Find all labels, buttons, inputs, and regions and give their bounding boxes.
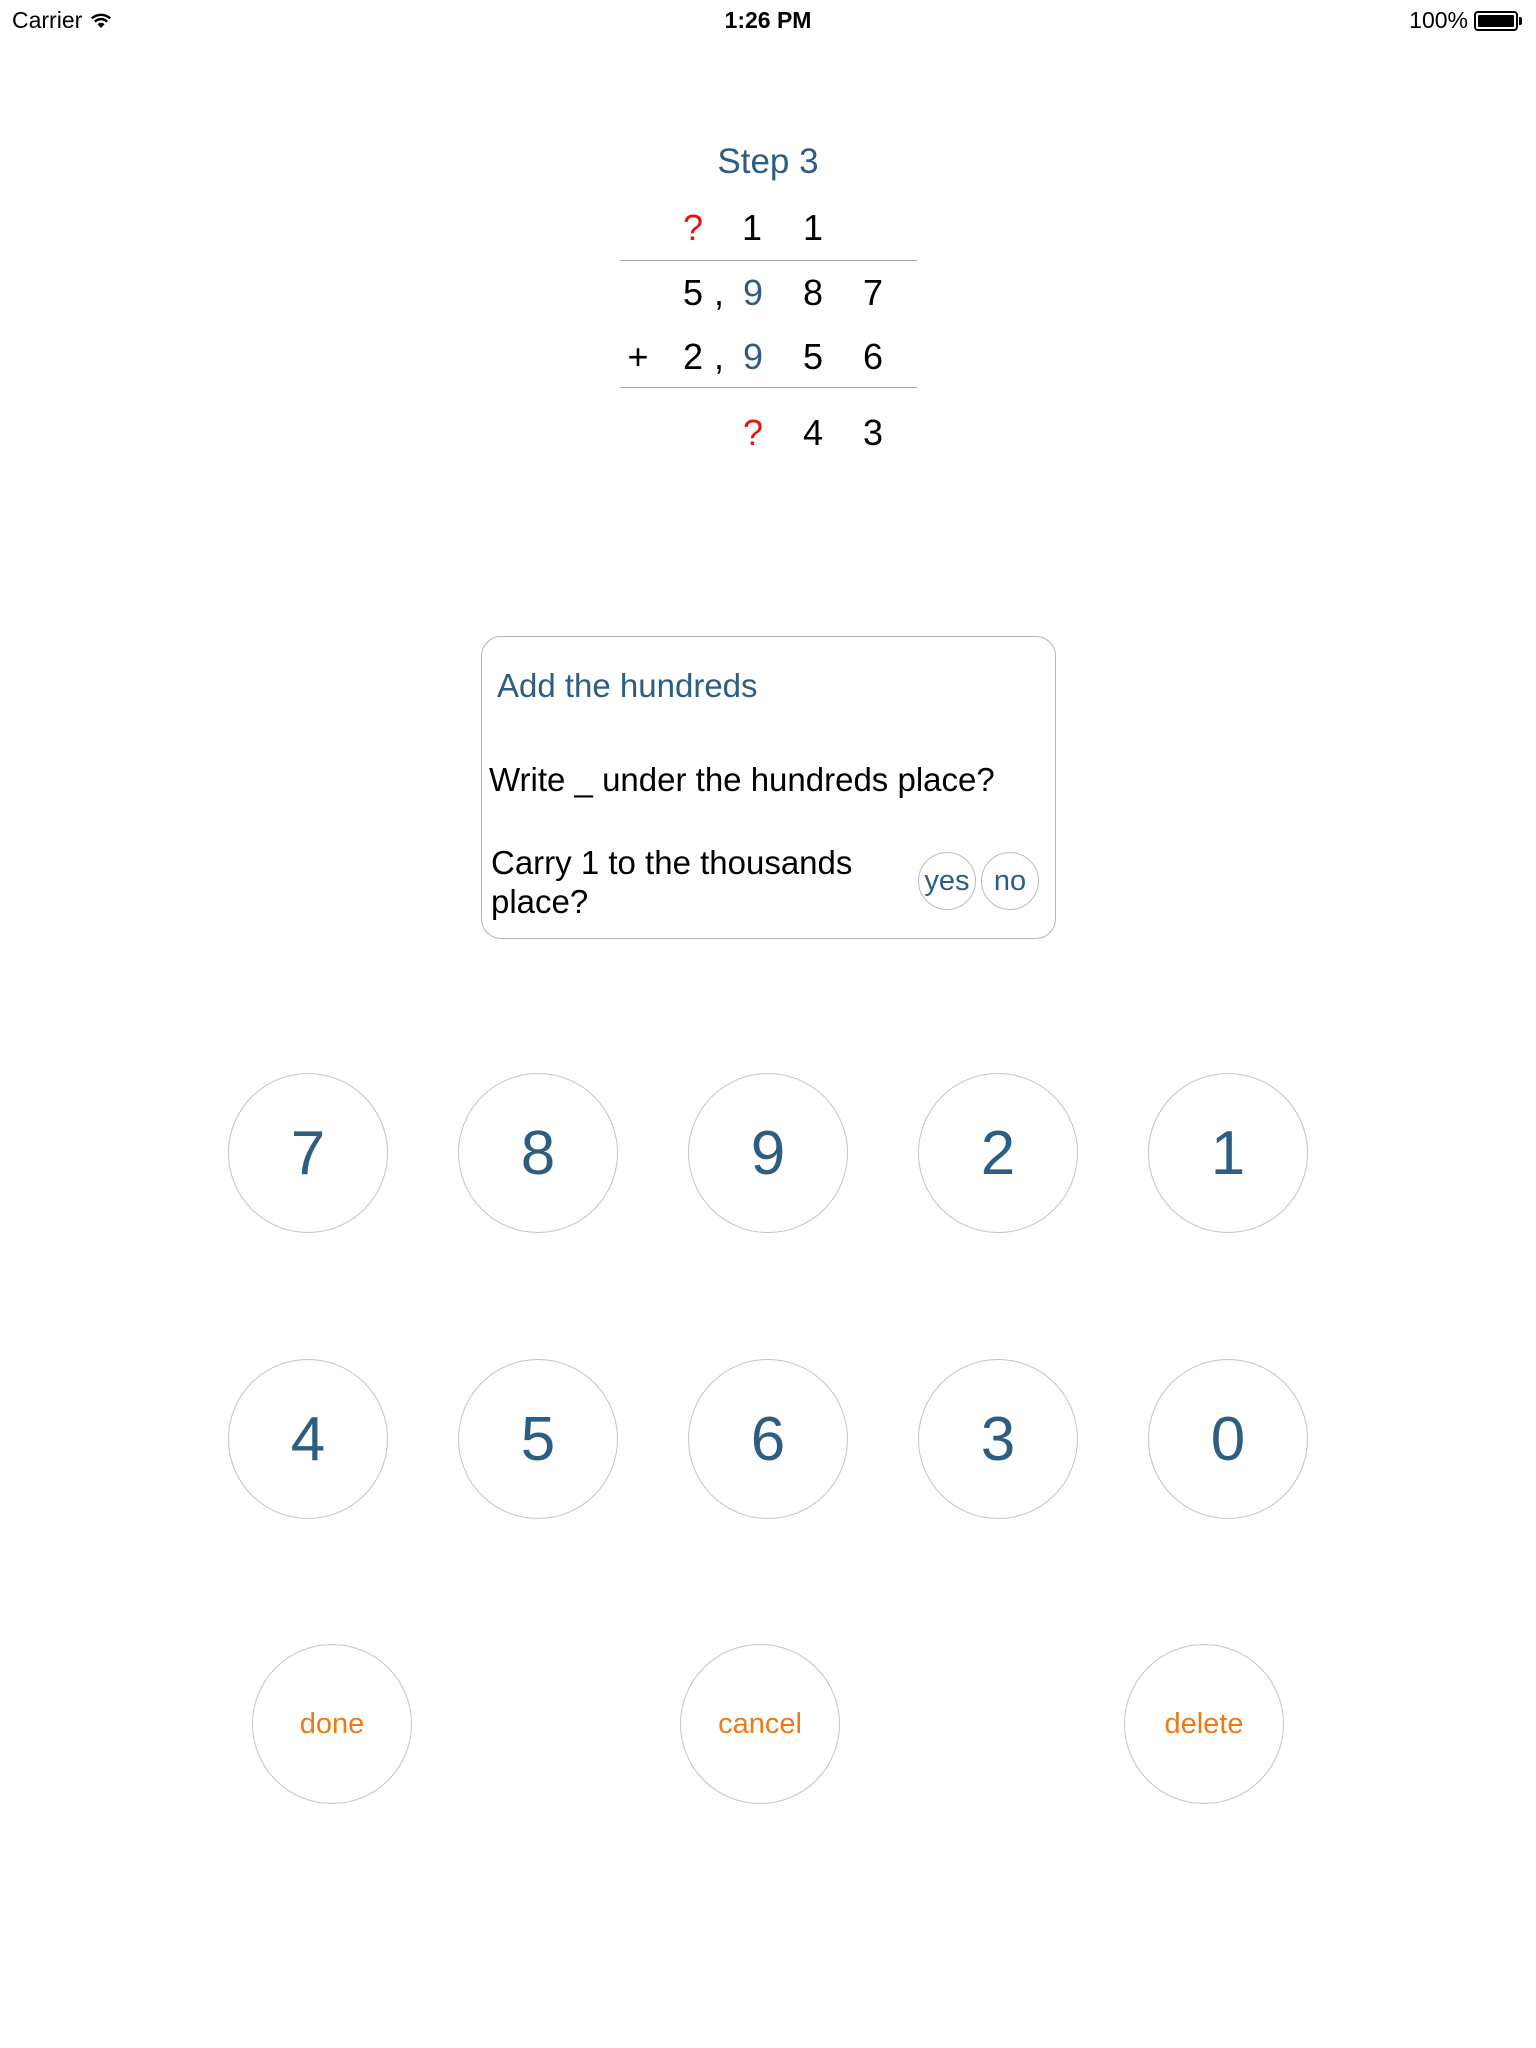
cancel-button[interactable]: cancel xyxy=(680,1644,840,1804)
result-hundreds-unknown: ? xyxy=(742,412,764,453)
keypad-key-9[interactable]: 9 xyxy=(688,1073,848,1233)
battery-percent: 100% xyxy=(1409,7,1468,33)
addend1-tens: 8 xyxy=(802,272,824,313)
keypad-key-4[interactable]: 4 xyxy=(228,1359,388,1519)
addend1-thousands: 5 xyxy=(682,272,704,313)
carry-tens-digit: 1 xyxy=(802,207,824,248)
keypad-key-7[interactable]: 7 xyxy=(228,1073,388,1233)
keypad-key-3[interactable]: 3 xyxy=(918,1359,1078,1519)
status-bar xyxy=(0,0,1536,40)
step-title: Step 3 xyxy=(717,142,819,181)
plus-operator: + xyxy=(627,336,649,377)
battery-tip xyxy=(1519,17,1522,25)
battery-fill xyxy=(1478,15,1514,27)
carrier-label: Carrier xyxy=(12,7,83,33)
keypad-key-5[interactable]: 5 xyxy=(458,1359,618,1519)
battery-indicator xyxy=(1409,7,1522,34)
addend2-comma: , xyxy=(713,336,724,377)
keypad-key-2[interactable]: 2 xyxy=(918,1073,1078,1233)
delete-button[interactable]: delete xyxy=(1124,1644,1284,1804)
battery-icon xyxy=(1474,11,1518,31)
addend1-comma: , xyxy=(713,272,724,313)
keypad-key-8[interactable]: 8 xyxy=(458,1073,618,1233)
addend2-thousands: 2 xyxy=(682,336,704,377)
carry-question: Carry 1 to the thousands place? xyxy=(491,844,853,920)
addend2-tens: 5 xyxy=(802,336,824,377)
hint-card xyxy=(481,636,1056,939)
yes-button[interactable]: yes xyxy=(918,852,976,910)
write-digit-question: Write _ under the hundreds place? xyxy=(489,761,995,798)
addend1-hundreds: 9 xyxy=(742,272,764,313)
clock: 1:26 PM xyxy=(724,7,812,33)
no-button[interactable]: no xyxy=(981,852,1039,910)
carry-divider-line xyxy=(620,260,917,261)
keypad-key-0[interactable]: 0 xyxy=(1148,1359,1308,1519)
addend1-ones: 7 xyxy=(862,272,884,313)
hint-card-title: Add the hundreds xyxy=(497,667,758,704)
sum-divider-line xyxy=(620,387,917,388)
carry-hundreds-digit: 1 xyxy=(741,207,763,248)
result-tens: 4 xyxy=(802,412,824,453)
carry-thousands-unknown: ? xyxy=(682,207,704,248)
result-ones: 3 xyxy=(862,412,884,453)
addend2-ones: 6 xyxy=(862,336,884,377)
addend2-hundreds: 9 xyxy=(742,336,764,377)
keypad-key-1[interactable]: 1 xyxy=(1148,1073,1308,1233)
done-button[interactable]: done xyxy=(252,1644,412,1804)
keypad-key-6[interactable]: 6 xyxy=(688,1359,848,1519)
